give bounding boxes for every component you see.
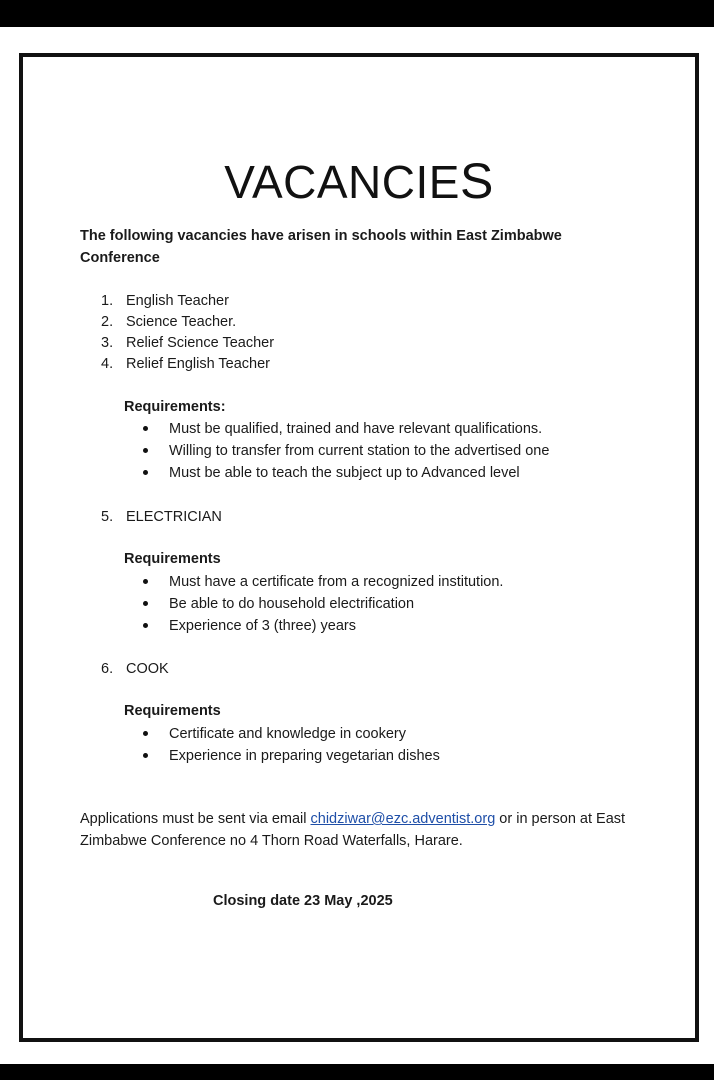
bullet-icon <box>143 753 148 758</box>
requirement-item: Experience in preparing vegetarian dishes <box>147 746 418 766</box>
requirement-item: Willing to transfer from current station to the advertised one <box>147 441 527 461</box>
bullet-icon <box>143 426 148 431</box>
page-title: VACANCIES <box>224 153 494 209</box>
requirement-item: Must have a certificate from a recognized institution. <box>147 572 481 592</box>
intro-text: The following vacancies have arisen in schools within East Zimbabwe Conference <box>80 228 562 266</box>
applications-text: Applications must be sent via email chidziwar@ezc.adventist.org or in person at East Zimbabwe Conference no 4 Thorn Road Waterfalls, Harare. <box>80 811 626 849</box>
requirement-item: Must be qualified, trained and have relevant qualifications. <box>147 419 520 439</box>
bullet-icon <box>143 601 148 606</box>
bullet-icon <box>143 470 148 475</box>
list-item: 3. Relief Science Teacher <box>101 335 275 351</box>
requirement-item: Be able to do household electrification <box>147 594 392 614</box>
list-item-cook: 6. COOK <box>101 661 169 677</box>
bullet-icon <box>143 731 148 736</box>
top-black-bar <box>0 0 714 27</box>
list-item: 2. Science Teacher. <box>101 314 237 330</box>
requirement-item: Experience of 3 (three) years <box>147 616 334 636</box>
electrician-requirements-heading: Requirements <box>124 551 221 567</box>
requirement-item: Certificate and knowledge in cookery <box>147 724 384 744</box>
bottom-black-bar <box>0 1064 714 1080</box>
bullet-icon <box>143 579 148 584</box>
cook-requirements-heading: Requirements <box>124 703 221 719</box>
list-item: 1. English Teacher <box>101 293 229 309</box>
teacher-requirements-heading: Requirements: <box>124 399 226 415</box>
bullet-icon <box>143 448 148 453</box>
bullet-icon <box>143 623 148 628</box>
requirement-item: Must be able to teach the subject up to Advanced level <box>147 463 498 483</box>
vacancy-notice-frame <box>19 53 699 1042</box>
closing-date: Closing date 23 May ,2025 <box>213 893 393 909</box>
list-item: 4. Relief English Teacher <box>101 356 271 372</box>
email-link[interactable]: chidziwar@ezc.adventist.org <box>310 811 496 827</box>
list-item-electrician: 5. ELECTRICIAN <box>101 509 222 525</box>
